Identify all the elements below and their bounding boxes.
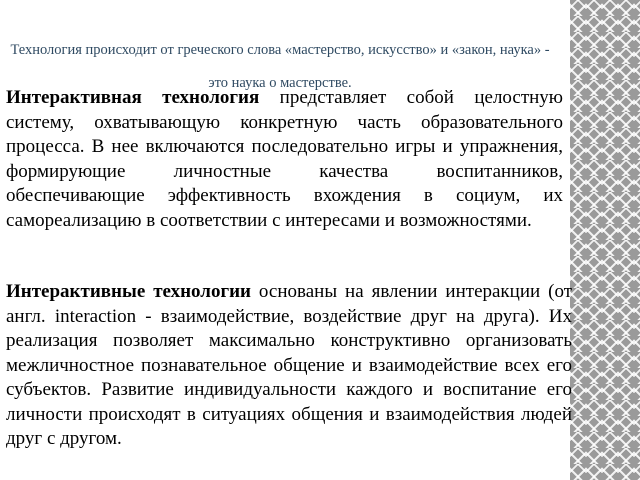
paragraph-1-text: представляет собой целостную систему, охватывающую конкретную часть образовательного процесса. В нее включаются последовательно игры и упражнения, формирующие личностные качества воспитанников, обеспечивающие эффективность вхождения в социум, их самореализацию в соответствии с интересами и возможностями.: [6, 87, 563, 231]
term-interactive-technologies: Интерактивные технологии: [6, 281, 251, 302]
paragraph-interactive-technology: [6, 86, 563, 233]
intro-definition: Технология происходит от греческого слова «мастерство, искусство» и «закон, наука» - это наука о мастерстве.: [10, 42, 550, 91]
paragraph-2-text: основаны на явлении интеракции (от англ. interaction - взаимодействие, воздействие друг на друга). Их реализация позволяет максимально конструктивно организовать межличностное познавательное общение и взаимодействие всех его субъектов. Развитие индивидуальности каждого и воспитание его личности происходят в ситуациях общения и взаимодействия людей друг с другом.: [6, 281, 572, 449]
decorative-pattern-strip: [570, 0, 640, 480]
term-interactive-technology: Интерактивная технология: [6, 87, 260, 108]
paragraph-interactive-technologies: [6, 280, 572, 452]
